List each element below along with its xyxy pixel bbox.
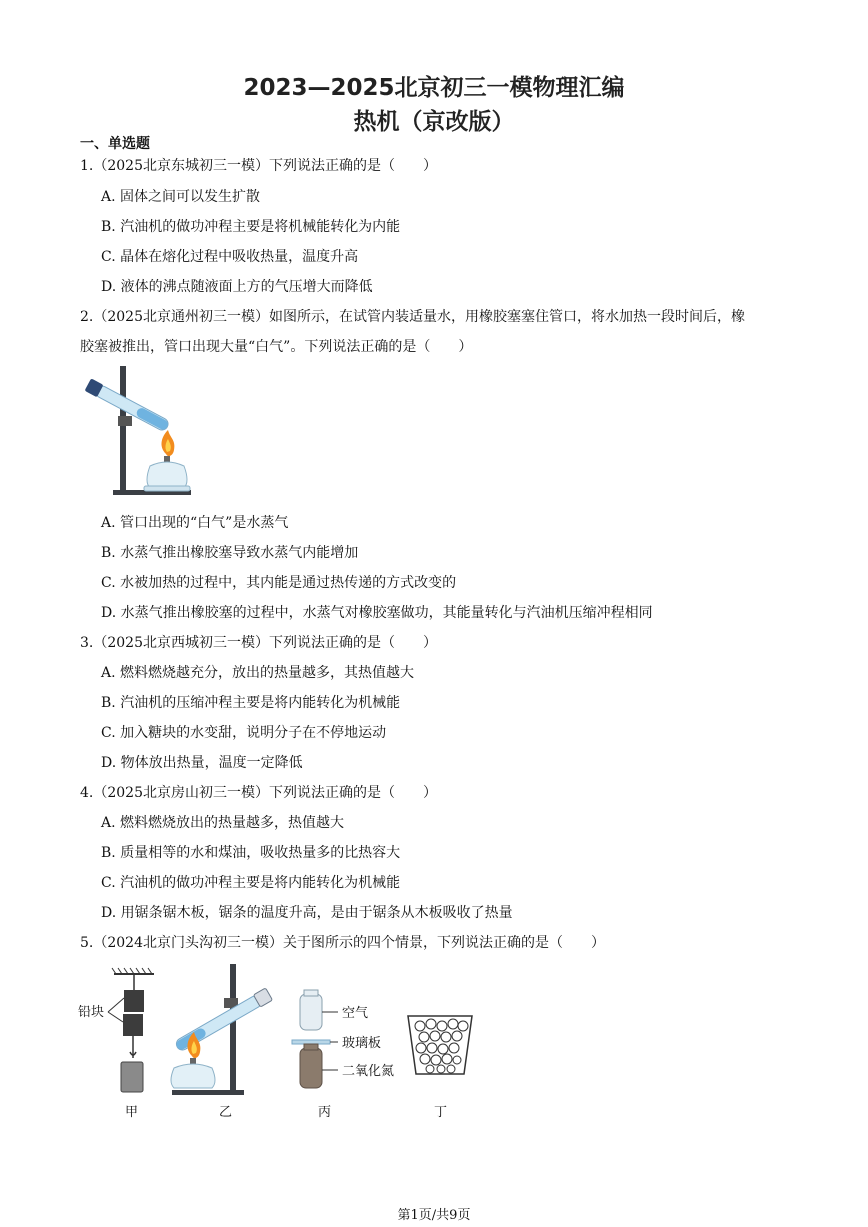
- question-1-option-b: B. 汽油机的做功冲程主要是将机械能转化为内能: [101, 219, 401, 235]
- stand-rod: [120, 366, 126, 492]
- clamp: [118, 416, 132, 426]
- label-glass-plate: 玻璃板: [342, 1036, 382, 1051]
- alcohol-lamp: [147, 462, 187, 488]
- figure-bing: [292, 990, 394, 1120]
- question-2-stem-line1: 2.（2025北京通州初三一模）如图所示，在试管内装适量水，用橡胶塞塞住管口，将水加热一段时间后，橡: [80, 309, 745, 325]
- question-5-figure: [74, 960, 494, 1120]
- question-2-option-d: D. 水蒸气推出橡胶塞的过程中，水蒸气对橡胶塞做功，其能量转化与汽油机压缩冲程相同: [101, 605, 653, 621]
- label-air: 空气: [342, 1006, 369, 1021]
- question-4-option-a: A. 燃料燃烧放出的热量越多，热值越大: [101, 815, 345, 831]
- lead-block-top: [124, 990, 144, 1012]
- page-footer: 第1页/共9页: [397, 1208, 471, 1223]
- glass-plate: [292, 1040, 330, 1044]
- question-2-stem-line2: 胶塞被推出，管口出现大量“白气”。下列说法正确的是（ ）: [80, 339, 473, 355]
- question-3-option-b: B. 汽油机的压缩冲程主要是将内能转化为机械能: [101, 695, 401, 711]
- question-2-option-b: B. 水蒸气推出橡胶塞导致水蒸气内能增加: [101, 545, 359, 561]
- question-4-option-d: D. 用锯条锯木板，锯条的温度升高，是由于锯条从木板吸收了热量: [101, 905, 513, 921]
- doc-title-line1: 2023—2025北京初三一模物理汇编: [243, 75, 625, 101]
- caption-ding: 丁: [434, 1105, 448, 1120]
- question-5-stem: 5.（2024北京门头沟初三一模）关于图所示的四个情景，下列说法正确的是（ ）: [80, 935, 605, 951]
- label-no2: 二氧化氮: [342, 1064, 395, 1079]
- doc-title-line2: 热机（京改版）: [353, 109, 515, 135]
- question-4-option-c: C. 汽油机的做功冲程主要是将内能转化为机械能: [101, 875, 401, 891]
- caption-yi: 乙: [219, 1105, 233, 1120]
- question-1-option-c: C. 晶体在熔化过程中吸收热量，温度升高: [101, 249, 359, 265]
- lead-block-bottom: [123, 1014, 143, 1036]
- question-3-option-a: A. 燃料燃烧越充分，放出的热量越多，其热值越大: [101, 665, 415, 681]
- question-1-option-a: A. 固体之间可以发生扩散: [101, 189, 261, 205]
- question-1-stem: 1.（2025北京东城初三一模）下列说法正确的是（ ）: [80, 158, 437, 174]
- question-4-stem: 4.（2025北京房山初三一模）下列说法正确的是（ ）: [80, 785, 437, 801]
- section-heading: 一、单选题: [80, 136, 150, 152]
- question-2-option-a: A. 管口出现的“白气”是水蒸气: [101, 515, 289, 531]
- caption-bing: 丙: [318, 1105, 332, 1120]
- question-3-stem: 3.（2025北京西城初三一模）下列说法正确的是（ ）: [80, 635, 437, 651]
- question-2-figure: [78, 362, 198, 502]
- no2-bottle: [300, 1048, 322, 1088]
- caption-jia: 甲: [125, 1105, 139, 1120]
- question-3-option-c: C. 加入糖块的水变甜，说明分子在不停地运动: [101, 725, 387, 741]
- figure-jia: [78, 968, 154, 1120]
- question-3-option-d: D. 物体放出热量，温度一定降低: [101, 755, 303, 771]
- hanging-weight: [121, 1062, 143, 1092]
- air-bottle: [300, 994, 322, 1030]
- label-lead-block: 铅块: [78, 1005, 105, 1020]
- question-1-option-d: D. 液体的沸点随液面上方的气压增大而降低: [101, 279, 373, 295]
- question-2-option-c: C. 水被加热的过程中，其内能是通过热传递的方式改变的: [101, 575, 457, 591]
- question-4-option-b: B. 质量相等的水和煤油，吸收热量多的比热容大: [101, 845, 401, 861]
- figure-yi: [171, 964, 273, 1120]
- figure-ding: [408, 1016, 472, 1120]
